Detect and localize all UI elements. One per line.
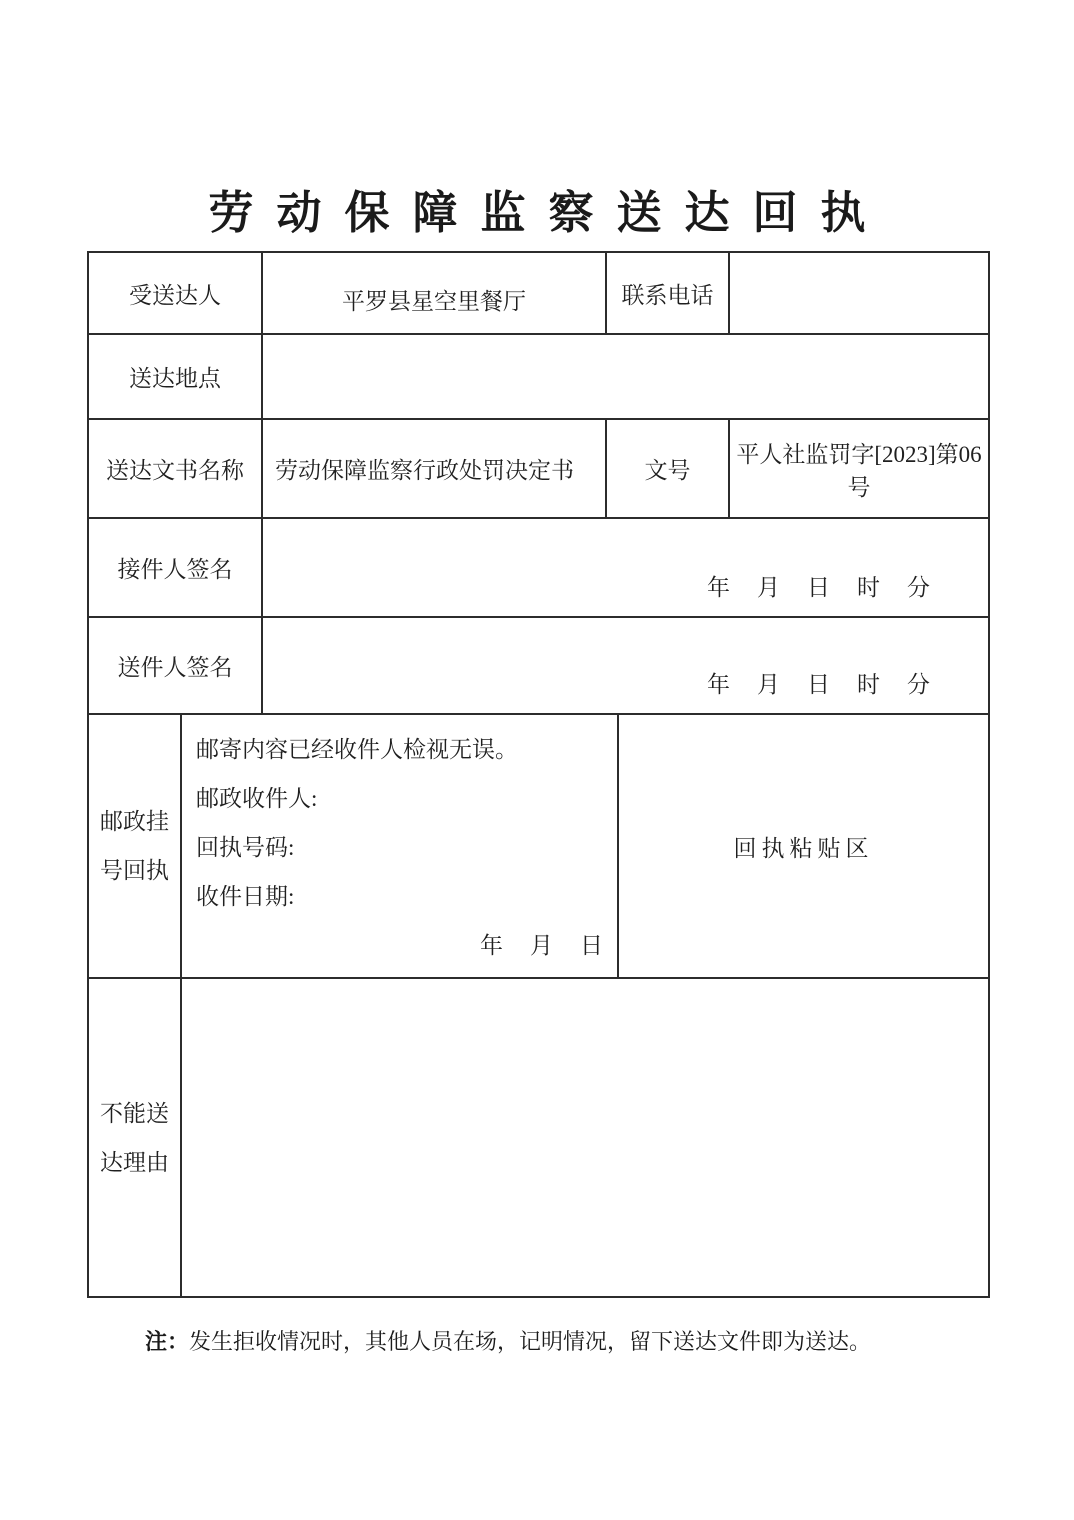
recipient-row — [88, 252, 989, 334]
receiver-signature-label: 接件人签名 — [88, 518, 262, 617]
postal-receipt-number-line: 回执号码: — [196, 835, 295, 860]
document-name-label: 送达文书名称 — [88, 419, 262, 518]
undeliverable-reason-label — [88, 978, 181, 1297]
postal-receipt-row — [88, 714, 989, 978]
footnote-text: 发生拒收情况时，其他人员在场，记明情况，留下送达文件即为送达。 — [189, 1329, 872, 1354]
contact-phone-label: 联系电话 — [606, 252, 729, 334]
undeliverable-reason-label-line1: 不能送 — [100, 1100, 169, 1126]
postal-receipt-label-line1: 邮政挂 — [100, 809, 169, 834]
postal-receipt-content-cell — [181, 714, 618, 978]
document-name-value: 劳动保障监察行政处罚决定书 — [262, 419, 606, 518]
undeliverable-reason-label-line2: 达理由 — [100, 1149, 169, 1175]
postal-receive-date-line: 收件日期: — [196, 884, 295, 909]
receiver-signature-row — [88, 518, 989, 617]
postal-receipt-label-line2: 号回执 — [100, 858, 169, 883]
recipient-value: 平罗县星空里餐厅 — [262, 252, 606, 334]
receiver-date-placeholder: 年 月 日 时 分 — [707, 575, 932, 600]
undeliverable-reason-row — [88, 978, 989, 1297]
address-row — [88, 334, 989, 419]
document-number-label: 文号 — [606, 419, 729, 518]
sender-signature-label: 送件人签名 — [88, 617, 262, 714]
footnote-label: 注： — [145, 1329, 190, 1354]
delivery-address-value-cell — [262, 334, 989, 419]
receiver-signature-cell — [262, 518, 989, 617]
undeliverable-reason-value-cell — [181, 978, 989, 1297]
sender-date-placeholder: 年 月 日 时 分 — [707, 672, 932, 697]
document-number-value: 平人社监罚字[2023]第06号 — [729, 419, 989, 518]
sender-signature-cell — [262, 617, 989, 714]
receipt-paste-area-label: 回执粘贴区 — [618, 714, 989, 978]
postal-receipt-label — [88, 714, 181, 978]
contact-phone-value-cell — [729, 252, 989, 334]
page-title: 劳动保障监察送达回执 — [208, 188, 889, 239]
document-name-row — [88, 419, 989, 518]
recipient-label: 受送达人 — [88, 252, 262, 334]
footnote — [145, 1328, 871, 1356]
sender-signature-row — [88, 617, 989, 714]
postal-date-placeholder: 年 月 日 — [480, 933, 605, 958]
postal-recipient-line: 邮政收件人: — [196, 786, 318, 811]
postal-content-line: 邮寄内容已经收件人检视无误。 — [196, 737, 518, 762]
delivery-address-label: 送达地点 — [88, 334, 262, 419]
service-receipt-table — [87, 251, 990, 1298]
